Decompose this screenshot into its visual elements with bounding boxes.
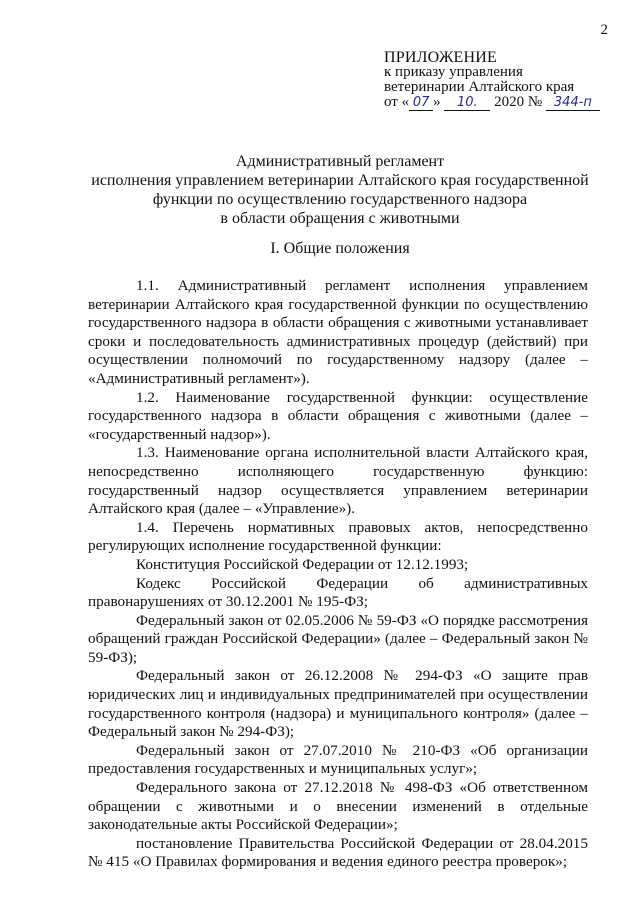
section-title: I. Общие положения — [270, 240, 410, 257]
appendix-date-line — [384, 95, 600, 111]
handwritten-number: 344-п — [546, 95, 600, 111]
document-body — [88, 277, 588, 872]
paragraph-1-4: 1.4. Перечень нормативных правовых актов, непосредственно регулирующих исполнение государственной функции: — [88, 518, 588, 555]
year-text: 2020 № — [494, 94, 543, 110]
legal-act-constitution: Конституция Российской Федерации от 12.12.1993; — [136, 555, 469, 573]
paragraph-1-3: 1.3. Наименование органа исполнительной власти Алтайского края, непосредственно исполняющего государственную функцию: государственный надзор осуществляется управлением ветеринарии Алтайского края (далее – «Управление»). — [88, 444, 588, 518]
date-mid: » — [433, 94, 441, 110]
document-title — [80, 152, 600, 228]
legal-act-59-fz: Федеральный закон от 02.05.2006 № 59-ФЗ «О порядке рассмотрения обращений граждан Российской Федерации» (далее – Федеральный закон № 59-ФЗ); — [88, 611, 588, 666]
legal-act-210-fz: Федеральный закон от 27.07.2010 № 210-ФЗ «Об организации предоставления государственных и муниципальных услуг»; — [88, 741, 588, 778]
legal-act-498-fz: Федерального закона от 27.12.2018 № 498-ФЗ «Об ответственном обращении с животными и о внесении изменений в отдельные законодательные акты Российской Федерации»; — [88, 779, 588, 834]
paragraph-1-2: 1.2. Наименование государственной функции: осуществление государственного надзора в области обращения с животными (далее – «государственный надзор»). — [88, 388, 588, 443]
legal-act-294-fz: Федеральный закон от 26.12.2008 № 294-ФЗ «О защите прав юридических лиц и индивидуальных предпринимателей при осуществлении государственного контроля (надзора) и муниципального контроля» (далее – Федеральный закон № 294-ФЗ); — [88, 667, 588, 741]
date-prefix: от « — [384, 94, 410, 110]
title-line-1: Административный регламент — [235, 153, 445, 170]
legal-act-postanovlenie-415: постановление Правительства Российской Федерации от 28.04.2015 № 415 «О Правилах формирования и ведения единого реестра проверок»; — [88, 834, 588, 871]
title-line-3: функции по осуществлению государственного надзора — [152, 191, 528, 208]
appendix-line-1: к приказу управления — [384, 64, 523, 80]
handwritten-month: 10. — [444, 95, 490, 111]
appendix-line-2: ветеринарии Алтайского края — [384, 79, 575, 95]
title-line-2: исполнения управлением ветеринарии Алтайского края государственной — [91, 172, 589, 189]
page-number: 2 — [600, 22, 608, 38]
title-line-4: в области обращения с животными — [220, 210, 460, 227]
legal-act-koap: Кодекс Российской Федерации об административных правонарушениях от 30.12.2001 № 195-ФЗ; — [88, 574, 588, 611]
handwritten-day: 07 — [409, 95, 433, 111]
appendix-heading: ПРИЛОЖЕНИЕ — [384, 49, 498, 66]
paragraph-1-1: 1.1. Административный регламент исполнения управлением ветеринарии Алтайского края государственной функции по осуществлению государственного надзора в области обращения с животными устанавливает сроки и последовательность административных процедур (действий) при осуществлении полномочий по государственному надзору (далее – «Административный регламент»). — [88, 277, 588, 387]
appendix-block — [384, 50, 600, 111]
